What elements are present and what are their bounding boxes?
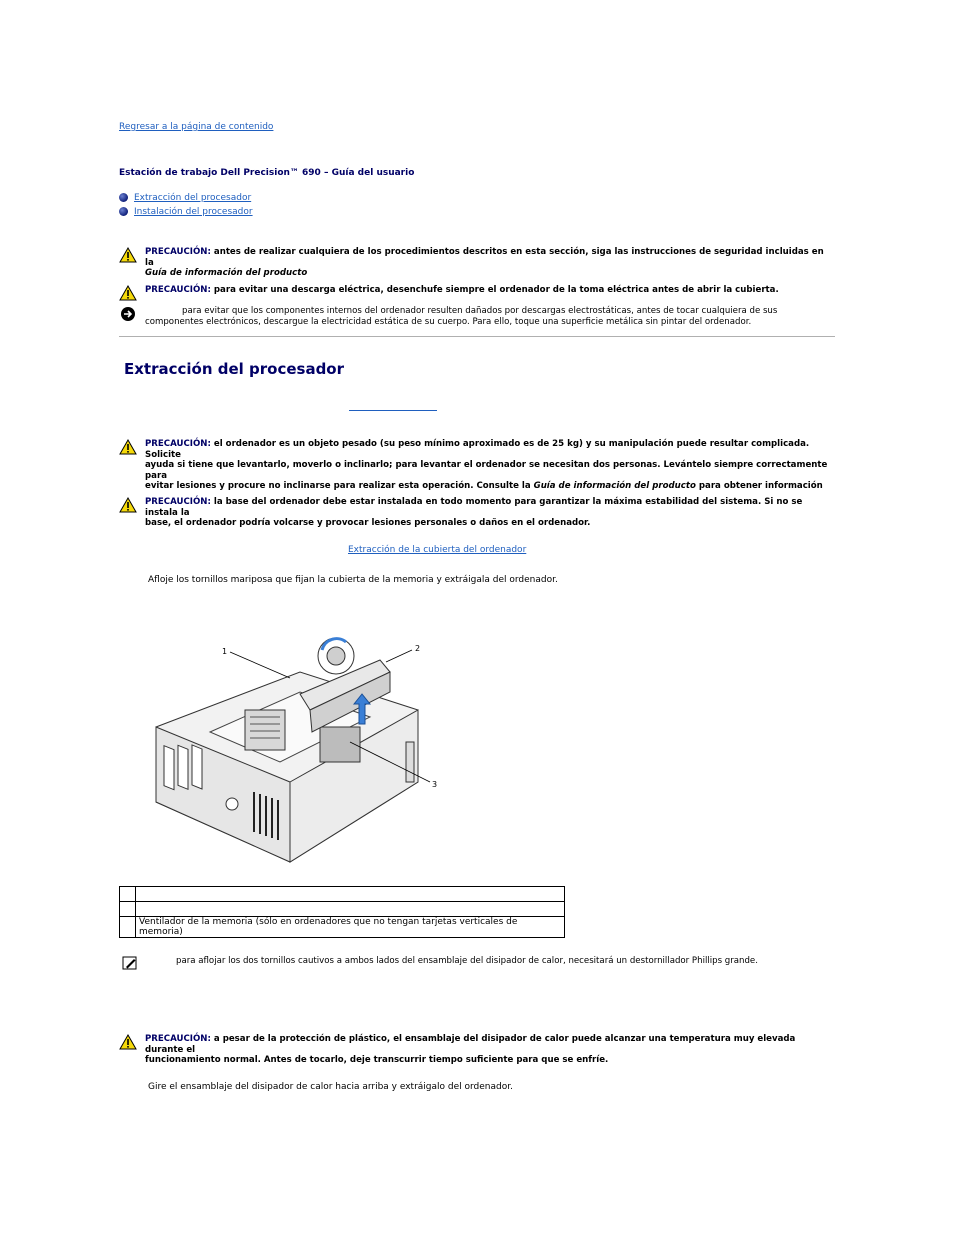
warning-icon [119,1034,137,1050]
toc-item-installation [119,207,253,217]
caution-line2: base, el ordenador podría volcarse y provocar lesiones personales o daños en el ordenador. [145,518,591,528]
caution-line1: el ordenador es un objeto pesado (su peso mínimo aproximado es de 25 kg) y su manipulación puede resultar complicada. Solicite [145,439,810,460]
caution-line3: evitar lesiones y procure no inclinarse para realizar esta operación. Consulte la [145,481,534,491]
legend-number [120,902,136,917]
figure-legend-table [119,886,565,938]
table-row [120,902,565,917]
notice-electrostatic [119,306,835,330]
note-pencil-icon [122,956,138,970]
caution-keyword: PRECAUCIÓN: [145,285,211,295]
warning-icon [119,285,137,301]
caution-line1: la base del ordenador debe estar instalada en todo momento para garantizar la máxima estabilidad del sistema. Si no se instala la [145,497,803,518]
caution-keyword: PRECAUCIÓN: [145,1034,211,1044]
back-to-contents-link[interactable]: Regresar a la página de contenido [119,122,274,132]
section-title: Extracción del procesador [124,360,345,378]
caution-base-stability [119,497,835,528]
caution-heavy-computer [119,439,835,491]
document-title: Estación de trabajo Dell Precision™ 690 – Guía del usuario [119,168,415,178]
memory-shroud-removal-figure [150,632,450,864]
caution-keyword: PRECAUCIÓN: [145,497,211,507]
caution-italic: Guía de información del producto [533,481,696,491]
caution-line2: ayuda si tiene que levantarlo, moverlo o inclinarlo; para levantar el ordenador se necesitan dos personas. Levántelo siempre correctamente para [145,460,828,481]
caution-text: para evitar una descarga eléctrica, desenchufe siempre el ordenador de la toma eléctrica antes de abrir la cubierta. [210,285,779,295]
caution-hot-heatsink [119,1034,835,1065]
caution-electric-shock [119,285,835,299]
caution-line2: funcionamiento normal. Antes de tocarlo, deje transcurrir tiempo suficiente para que se enfríe. [145,1055,609,1065]
notice-line2: componentes electrónicos, descargue la electricidad estática de su cuerpo. Para ello, toque una superficie metálica sin pintar del ordenador. [145,317,752,327]
table-row [120,917,565,938]
note-phillips-screwdriver [122,956,838,970]
toc-link-installation[interactable]: Instalación del procesador [134,207,253,217]
step-loosen-screws: Afloje los tornillos mariposa que fijan la cubierta de la memoria y extráigala del ordenador. [148,575,558,585]
caution-keyword: PRECAUCIÓN: [145,247,211,257]
table-row [120,887,565,902]
callout-2: 2 [415,644,421,653]
caution-line3-end: para obtener información [695,481,823,491]
warning-icon [119,497,137,513]
toc-item-extraction [119,193,251,203]
caution-italic: Guía de información del producto [145,268,308,278]
callout-3: 3 [432,780,438,789]
legend-number [120,917,136,938]
bullet-icon [119,207,128,216]
caution-safety-instructions [119,247,835,278]
notice-icon [119,306,137,322]
callout-1: 1 [222,647,228,656]
remove-cover-link[interactable]: Extracción de la cubierta del ordenador [348,545,527,555]
caution-text: antes de realizar cualquiera de los procedimientos descritos en esta sección, siga las instrucciones de seguridad incluidas en la [145,247,824,268]
divider [119,336,835,337]
step-rotate-heatsink: Gire el ensamblaje del disipador de calor hacia arriba y extráigalo del ordenador. [148,1082,513,1092]
legend-text [136,902,565,917]
notice-line1: para evitar que los componentes internos del ordenador resulten dañados por descargas electrostáticas, antes de tocar cualquiera de sus [182,306,778,316]
warning-icon [119,439,137,455]
caution-line1: a pesar de la protección de plástico, el ensamblaje del disipador de calor puede alcanzar una temperatura muy elevada durante el [145,1034,796,1055]
toc-link-extraction[interactable]: Extracción del procesador [134,193,252,203]
legend-text [136,887,565,902]
caution-keyword: PRECAUCIÓN: [145,439,211,449]
legend-number [120,887,136,902]
link-underline [349,410,437,411]
legend-text: Ventilador de la memoria (sólo en ordenadores que no tengan tarjetas verticales de memoria) [136,917,565,938]
note-text: para aflojar los dos tornillos cautivos a ambos lados del ensamblaje del disipador de calor, necesitará un destornillador Phillips grande. [176,956,758,966]
bullet-icon [119,193,128,202]
warning-icon [119,247,137,263]
